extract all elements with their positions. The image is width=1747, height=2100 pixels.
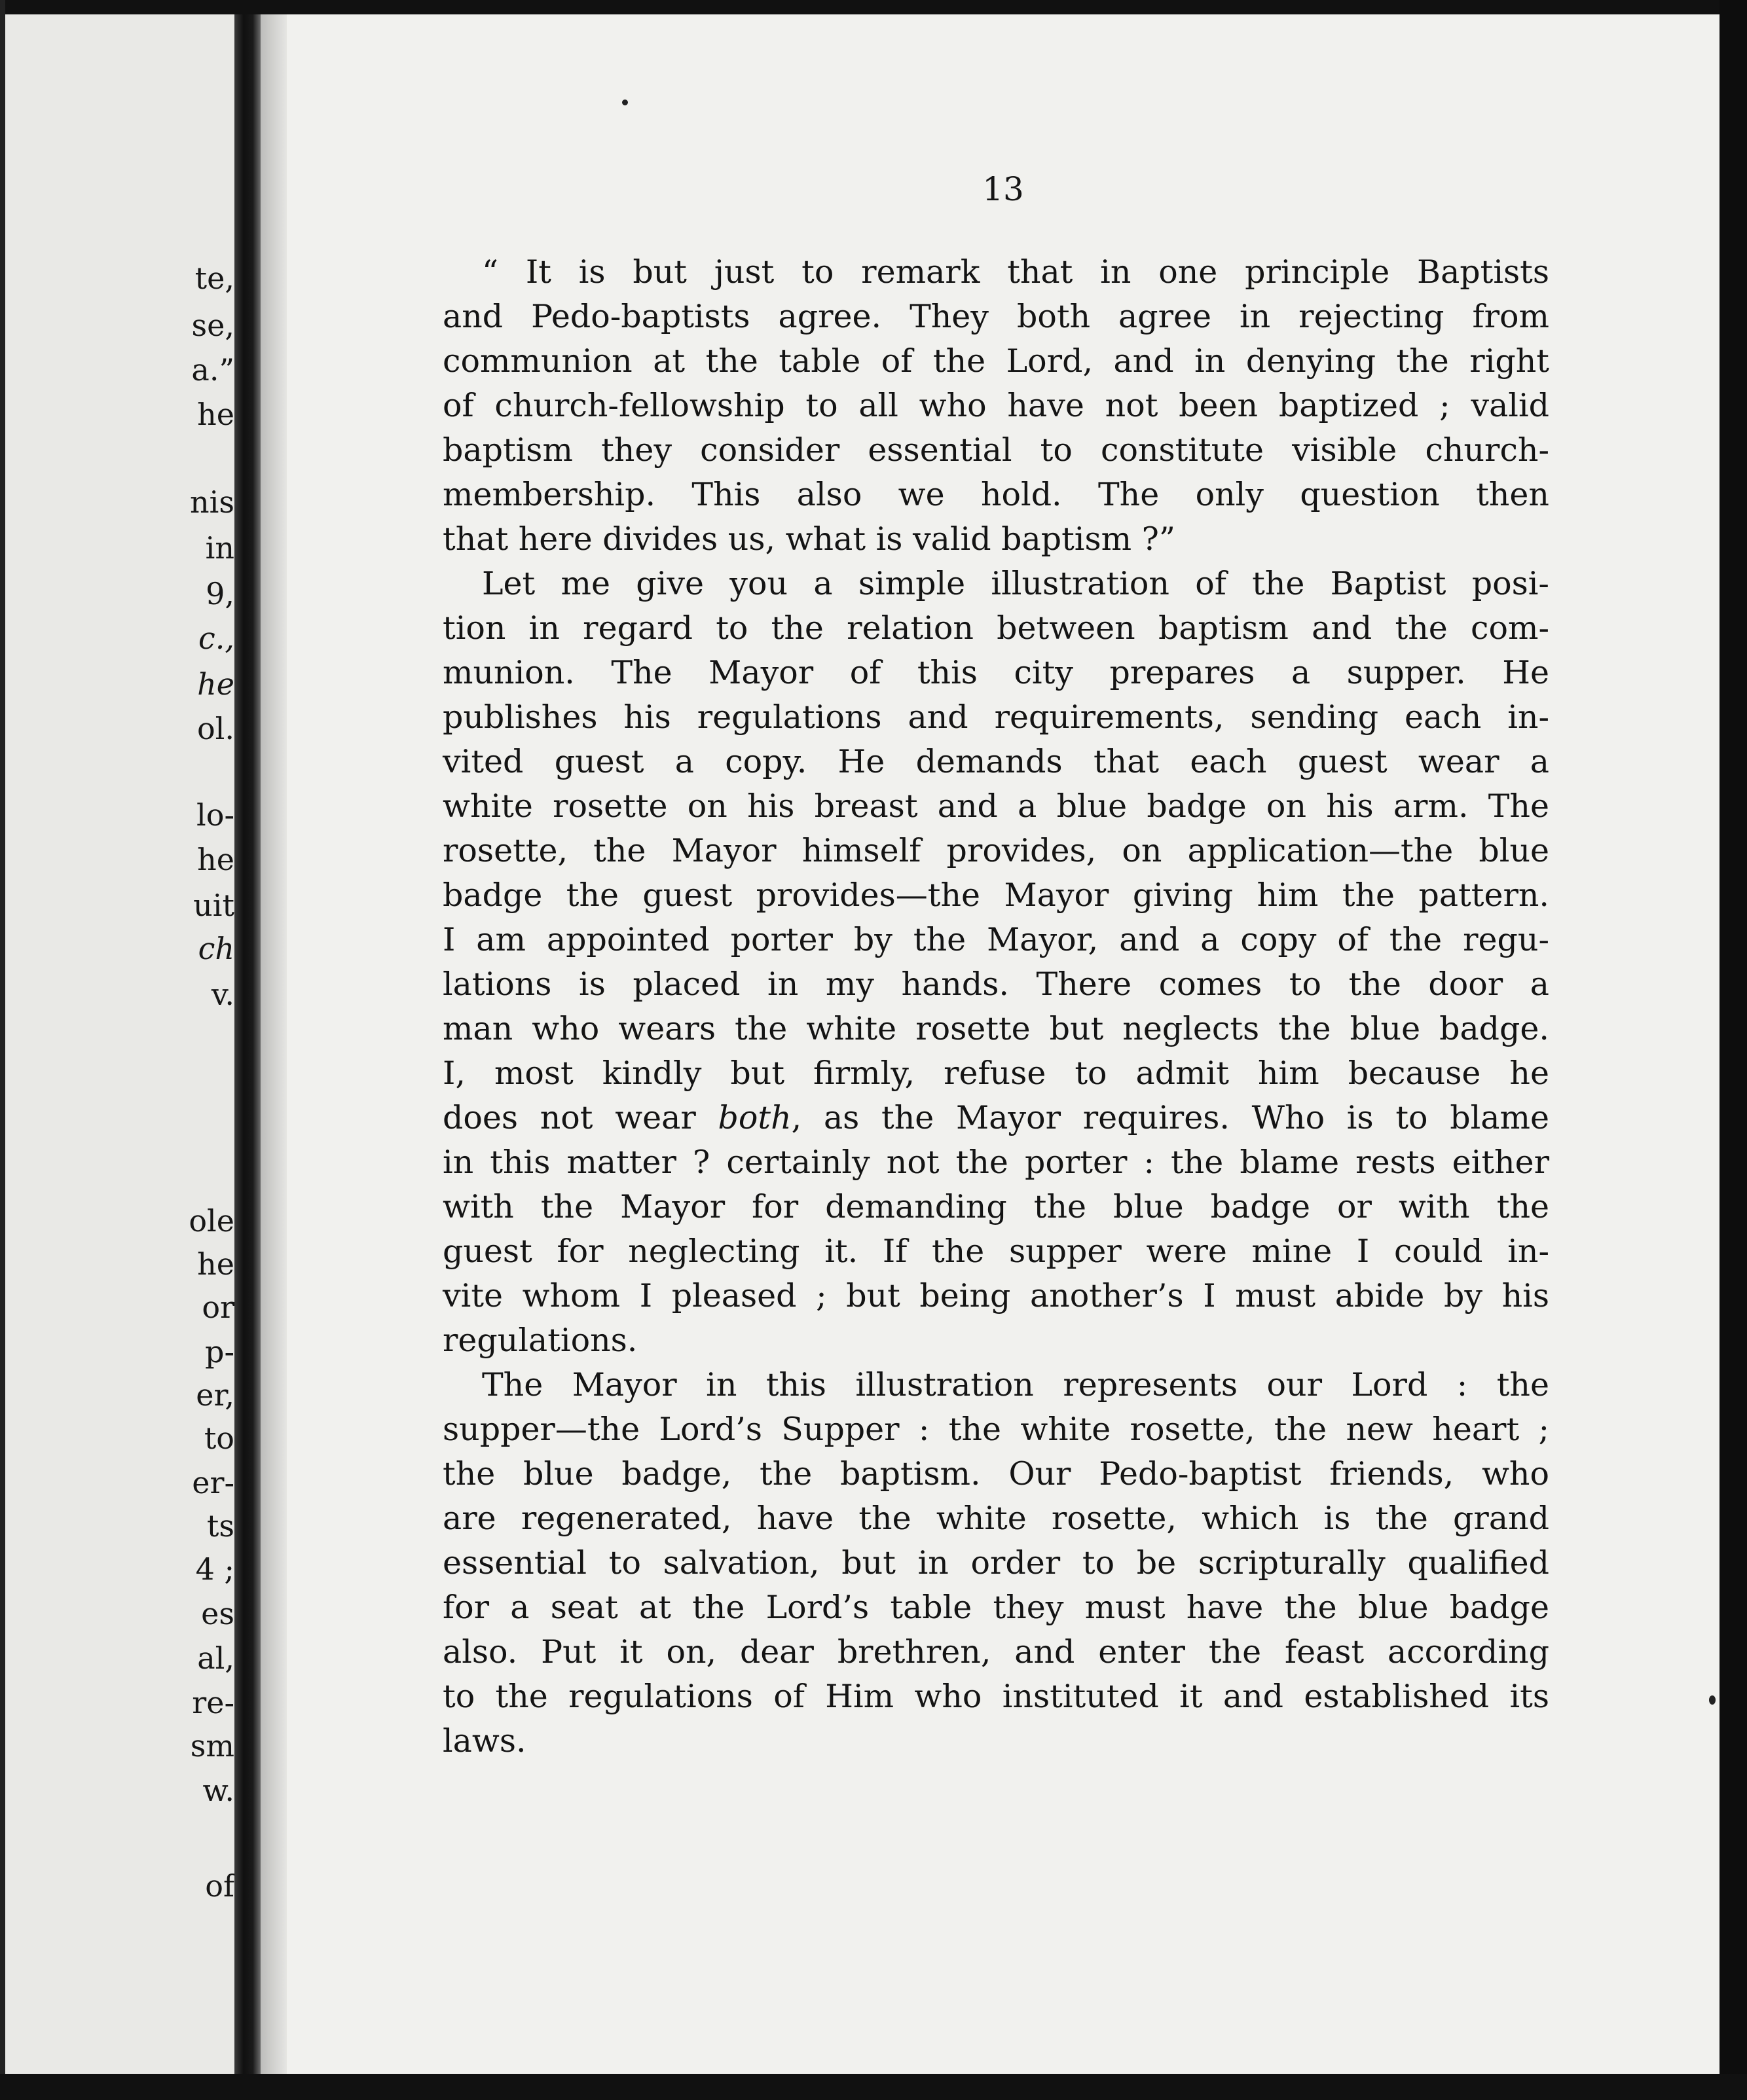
text-line: man who wears the white rosette but neglects the blue badge.: [443, 1010, 1549, 1047]
text-line: badge the guest provides—the Mayor giving him the pattern.: [443, 877, 1549, 914]
dust-speck: [622, 100, 628, 105]
text-line: vited guest a copy. He demands that each guest wear a: [443, 743, 1549, 780]
left-page-fragment: ts: [206, 1508, 234, 1544]
paragraph-2: [443, 562, 1549, 1363]
left-page-fragment: w.: [202, 1773, 234, 1808]
film-border-bottom: [0, 2074, 1747, 2100]
left-page-fragment: lo-: [196, 797, 234, 833]
text-run: , as the Mayor requires. Who is to blame: [791, 1099, 1549, 1136]
text-line: regulations.: [443, 1322, 638, 1359]
text-line: tion in regard to the relation between baptism and the com-: [443, 609, 1549, 647]
text-line: publishes his regulations and requirements, sending each in-: [443, 698, 1549, 736]
left-page-fragment: a.”: [191, 352, 234, 388]
text-line: supper—the Lord’s Supper : the white rosette, the new heart ;: [443, 1411, 1549, 1448]
left-page-fragment: to: [204, 1421, 234, 1456]
text-line: The Mayor in this illustration represents our Lord : the: [482, 1366, 1549, 1403]
page-number: 13: [982, 170, 1024, 208]
text-run: does not wear: [443, 1099, 718, 1136]
text-line: white rosette on his breast and a blue badge on his arm. The: [443, 788, 1549, 825]
text-line: I am appointed porter by the Mayor, and a copy of the regu-: [443, 921, 1549, 958]
text-line: and Pedo-baptists agree. They both agree in rejecting from: [443, 298, 1549, 335]
left-page-fragment: c.,: [198, 621, 234, 656]
left-page-fragment: nis: [190, 484, 234, 520]
left-page-fragment: uit: [193, 888, 234, 923]
text-line: membership. This also we hold. The only question then: [443, 476, 1549, 513]
text-line: communion at the table of the Lord, and in denying the right: [443, 342, 1549, 380]
gutter-shadow: [261, 14, 287, 2074]
left-page-fragment: ch: [198, 931, 234, 966]
left-page-fragment: te,: [194, 261, 234, 296]
text-line: baptism they consider essential to constitute visible church-: [443, 431, 1549, 469]
main-page: [287, 14, 1719, 2074]
left-page-fragment: ole: [189, 1203, 234, 1239]
film-border-right: [1719, 0, 1747, 2100]
left-page-fragment: er,: [196, 1377, 234, 1413]
text-line: for a seat at the Lord’s table they must have the blue badge: [443, 1589, 1549, 1626]
left-page-fragment: or: [202, 1290, 234, 1325]
left-page-fragment: he: [197, 1246, 234, 1282]
text-line-with-italic: [443, 1096, 1549, 1140]
left-page-fragment: p-: [205, 1334, 234, 1369]
text-line: the blue badge, the baptism. Our Pedo-baptist friends, who: [443, 1455, 1549, 1493]
left-facing-page: [5, 14, 234, 2074]
italic-emphasis: both: [718, 1099, 792, 1136]
text-line: I, most kindly but firmly, refuse to admit him because he: [443, 1055, 1549, 1092]
text-line: also. Put it on, dear brethren, and enter the feast according: [443, 1633, 1549, 1671]
left-page-fragment: ol.: [196, 711, 234, 746]
text-line: “ It is but just to remark that in one principle Baptists: [482, 253, 1549, 291]
film-border-top: [0, 0, 1747, 14]
text-line: munion. The Mayor of this city prepares a supper. He: [443, 654, 1549, 691]
text-line: rosette, the Mayor himself provides, on application—the blue: [443, 832, 1549, 869]
body-text: [443, 250, 1549, 1764]
left-page-fragment: he: [197, 842, 234, 877]
text-line: to the regulations of Him who instituted it and established its: [443, 1678, 1549, 1715]
binding-gutter: [234, 14, 261, 2074]
left-page-fragment: al,: [197, 1640, 234, 1676]
left-page-fragment: of: [205, 1868, 234, 1904]
text-line: laws.: [443, 1722, 526, 1760]
left-page-fragment: se,: [191, 308, 234, 343]
left-page-fragment: he: [197, 666, 234, 702]
left-page-fragment: er-: [192, 1465, 234, 1500]
film-border-left: [0, 0, 5, 2100]
paragraph-3: [443, 1363, 1549, 1764]
text-line: Let me give you a simple illustration of the Baptist posi-: [482, 565, 1549, 602]
left-page-fragment: 4 ;: [195, 1551, 234, 1587]
left-page-fragment: 9,: [206, 576, 234, 611]
text-line: lations is placed in my hands. There comes to the door a: [443, 966, 1549, 1003]
text-line: guest for neglecting it. If the supper were mine I could in-: [443, 1233, 1549, 1270]
text-line: with the Mayor for demanding the blue badge or with the: [443, 1188, 1549, 1225]
text-line: that here divides us, what is valid baptism ?”: [443, 520, 1175, 558]
text-line: vite whom I pleased ; but being another’s I must abide by his: [443, 1277, 1549, 1314]
left-page-fragment: es: [201, 1596, 234, 1631]
left-page-fragment: v.: [211, 977, 234, 1012]
text-line: essential to salvation, but in order to be scripturally qualified: [443, 1544, 1549, 1582]
text-line: are regenerated, have the white rosette, which is the grand: [443, 1500, 1549, 1537]
dust-speck: [1709, 1695, 1716, 1705]
left-page-fragment: in: [205, 530, 234, 566]
left-page-fragment: he: [197, 397, 234, 432]
left-page-fragment: sm: [190, 1728, 234, 1764]
text-line: in this matter ? certainly not the porter : the blame rests either: [443, 1144, 1549, 1181]
left-page-fragment: re-: [192, 1685, 234, 1720]
paragraph-1: [443, 250, 1549, 562]
text-line: of church-fellowship to all who have not been baptized ; valid: [443, 387, 1549, 424]
